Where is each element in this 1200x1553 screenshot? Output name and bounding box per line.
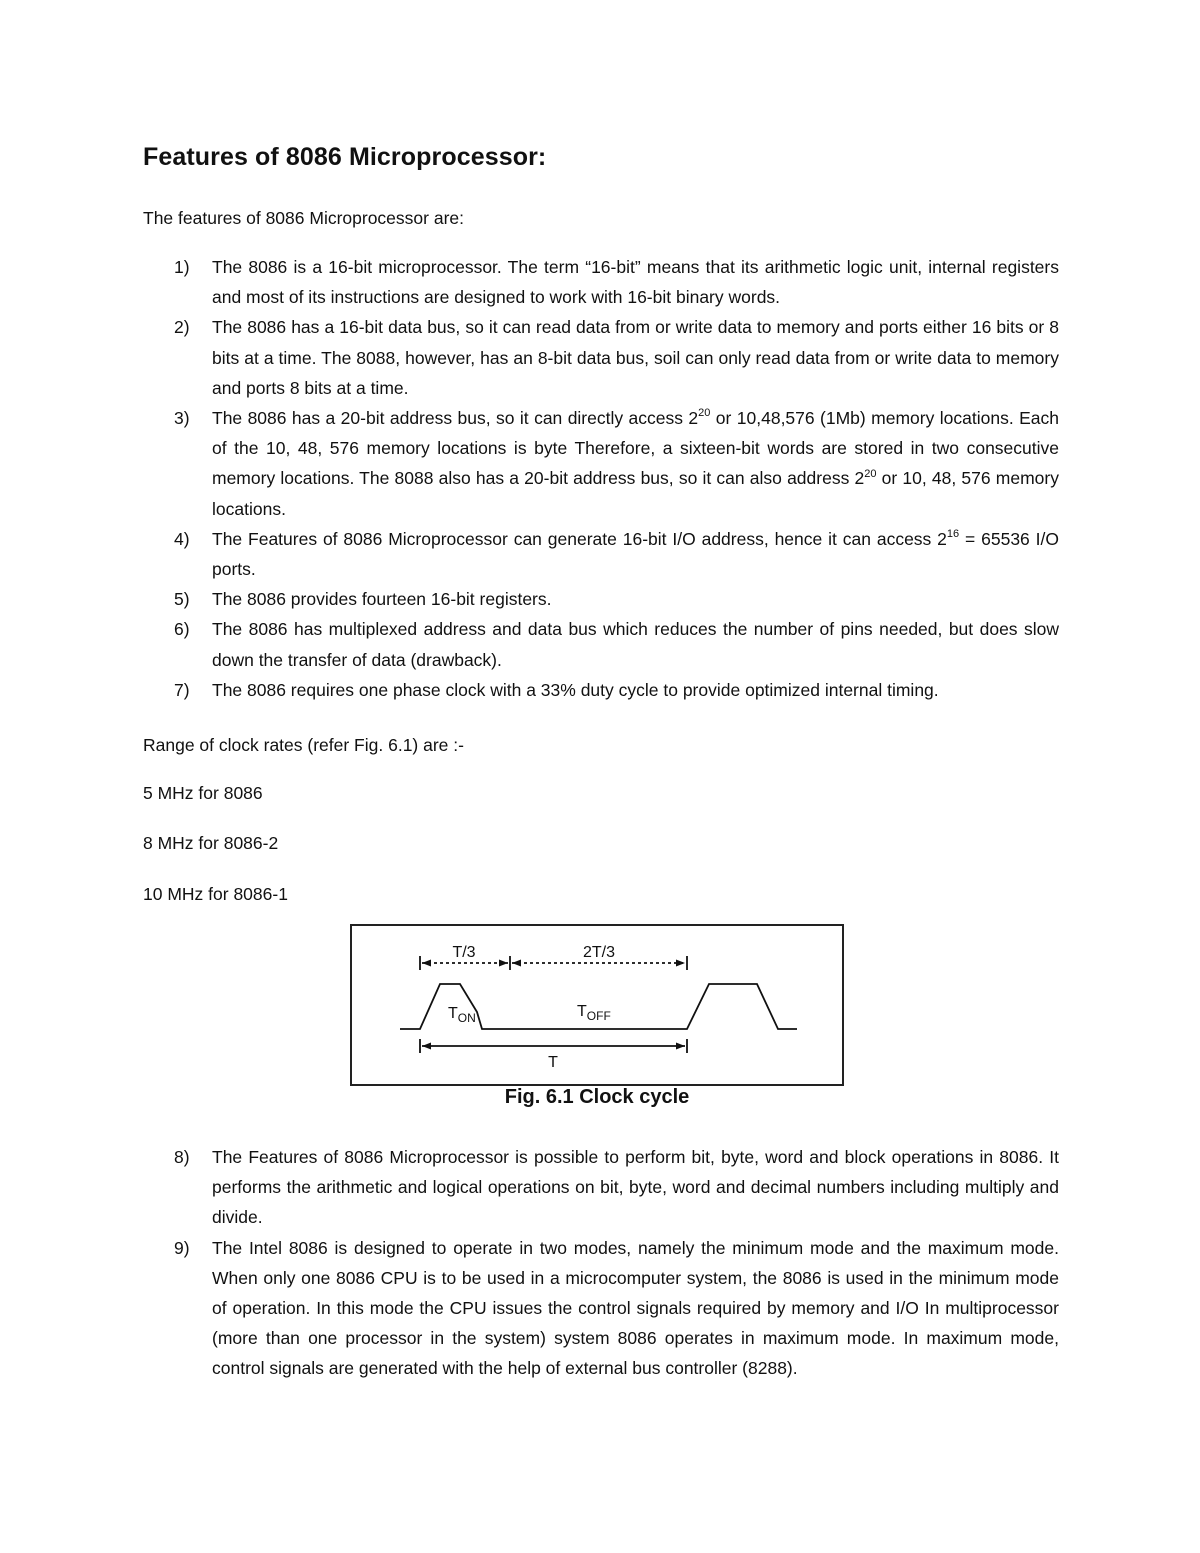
arrowhead [676, 1043, 685, 1050]
text-run: or 10, 48, 576 memory locations. [212, 468, 1059, 519]
label-t-on: $T_{ON}$ [448, 1005, 476, 1025]
clock-cycle-figure [350, 924, 844, 1086]
list-item-text: The 8086 has a 16-bit data bus, so it can read data from or write data to memory and ports either 16 bits or 8 bits at a time. The 8088, however, has an 8-bit data bus, soil can only read data from or write data to memory and ports 8 bits at a time. [212, 317, 1059, 398]
list-item-text [212, 403, 1059, 524]
clock-intro-text: Range of clock rates (refer Fig. 6.1) are :- [143, 735, 464, 755]
list-item-number: 1) [174, 257, 190, 277]
clock-rate-item: 10 MHz for 8086-1 [143, 884, 288, 904]
list-item-number: 9) [174, 1237, 190, 1258]
arrowhead [422, 960, 431, 967]
label-t-third: T/3 [452, 944, 476, 961]
list-item [143, 675, 1059, 705]
list-item-number: 8) [174, 1147, 190, 1167]
arrowhead [676, 960, 685, 967]
list-item-text: The 8086 is a 16-bit microprocessor. The term “16-bit” means that its arithmetic logic unit, internal registers and most of its instructions are designed to work with 16-bit binary words. [212, 257, 1059, 308]
list-item-text: The 8086 requires one phase clock with a 33% duty cycle to provide optimized internal timing. [212, 679, 939, 700]
list-item [143, 524, 1059, 584]
list-item [143, 252, 1059, 312]
feature-list-b [143, 1142, 1059, 1384]
list-item-number: 4) [174, 528, 190, 549]
text-run: = 65536 I/O ports. [212, 528, 1059, 580]
label-period: T [548, 1054, 558, 1071]
label-two-t-third: 2T/3 [582, 944, 616, 961]
label-t-off: $T_{OFF}$ [577, 1003, 611, 1023]
arrowhead [422, 1043, 431, 1050]
list-item-text: The Features of 8086 Microprocessor is possible to perform bit, byte, word and block operations in 8086. It performs the arithmetic and logical operations on bit, byte, word and decimal numbers including multiply and divide. [212, 1147, 1059, 1228]
feature-list-a [143, 252, 1059, 705]
superscript: 16 [946, 528, 960, 540]
figure-caption: Fig. 6.1 Clock cycle [504, 1086, 690, 1108]
list-item [143, 1233, 1059, 1384]
arrowhead [512, 960, 521, 967]
list-item-text: The 8086 provides fourteen 16-bit registers. [212, 589, 552, 610]
list-item-number: 2) [174, 317, 190, 338]
list-item-number: 5) [174, 589, 190, 610]
intro-text: The features of 8086 Microprocessor are: [143, 208, 464, 228]
list-item-text [212, 524, 1059, 584]
arrowhead [499, 960, 508, 967]
clock-rate-item: 8 MHz for 8086-2 [143, 833, 279, 853]
clock-rate-item: 5 MHz for 8086 [143, 783, 263, 803]
list-item-number: 7) [174, 679, 190, 700]
text-run: The Features of 8086 Microprocessor can generate 16-bit I/O address, hence it can access 2 [212, 528, 947, 549]
list-item-text: The Intel 8086 is designed to operate in two modes, namely the minimum mode and the maximum mode. When only one 8086 CPU is to be used in a microcomputer system, the 8086 is used in the minimum mode of operation. In this mode the CPU issues the control signals required by memory and I/O In multiprocessor (more than one processor in the system) system 8086 operates in maximum mode. In maximum mode, control signals are generated with the help of external bus controller (8288). [212, 1237, 1059, 1379]
list-item [143, 312, 1059, 403]
superscript: 20 [864, 467, 877, 480]
list-item [143, 1142, 1059, 1233]
page-title: Features of 8086 Microprocessor: [143, 143, 547, 171]
list-item [143, 614, 1059, 674]
text-run: or 10,48,576 (1Mb) memory locations. Each of the 10, 48, 576 memory locations is byte Therefore, a sixteen-bit words are stored in two consecutive memory locations. The 8088 also has a 20-bit address bus, so it can also address 2 [212, 408, 1059, 489]
list-item-text: The 8086 has multiplexed address and data bus which reduces the number of pins needed, but does slow down the transfer of data (drawback). [212, 619, 1059, 670]
list-item-number: 6) [174, 619, 190, 640]
list-item-number: 3) [174, 408, 190, 429]
superscript: 20 [698, 407, 711, 420]
list-item [143, 403, 1059, 524]
list-item [143, 584, 1059, 614]
text-run: The 8086 has a 20-bit address bus, so it can directly access 2 [212, 408, 699, 429]
clock-cycle-diagram [352, 926, 842, 1084]
